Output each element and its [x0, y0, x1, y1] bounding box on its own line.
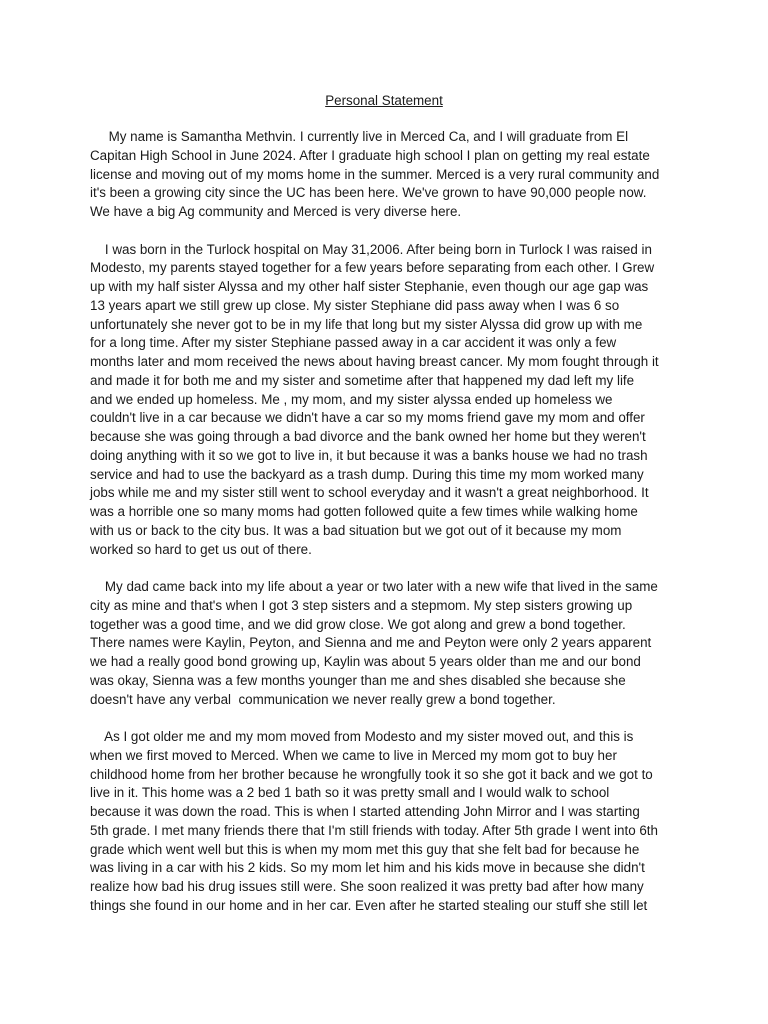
- text-line: grade which went well but this is when my mom met this guy that she felt bad for because he: [90, 841, 640, 857]
- text-line: service and had to use the backyard as a trash dump. During this time my mom worked many: [90, 466, 644, 482]
- paragraph-intro: [90, 128, 678, 222]
- text-line: together was a good time, and we did grow close. We got along and grew a bond together.: [90, 616, 626, 632]
- text-line: Modesto, my parents stayed together for a few years before separating from each other. I Grew: [90, 260, 655, 276]
- text-line: we had a really good bond growing up, Kaylin was about 5 years older than me and our bond: [90, 654, 641, 669]
- text-line: and made it for both me and my sister and sometime after that happened my dad left my life: [90, 372, 635, 388]
- text-line: My name is Samantha Methvin. I currently live in Merced Ca, and I will graduate from El: [90, 129, 629, 144]
- text-line: things she found in our home and in her car. Even after he started stealing our stuff she still let: [90, 897, 648, 913]
- text-line: couldn't live in a car because we didn't have a car so my moms friend gave my mom and offer: [90, 410, 645, 426]
- paragraph-stepfamily: [90, 578, 678, 709]
- text-line: childhood home from her brother because he wrongfully took it so she got it back and we got to: [90, 766, 653, 782]
- text-line: doesn't have any verbal communication we never really grew a bond together.: [90, 691, 556, 707]
- page-title: Personal Statement: [325, 93, 443, 108]
- text-line: jobs while me and my sister still went to school everyday and it wasn't a great neighborhood. It: [90, 485, 649, 501]
- text-line: My dad came back into my life about a year or two later with a new wife that lived in the same: [90, 579, 658, 594]
- text-line: doing anything with it so we got to live in, it but because it was a banks house we had no trash: [90, 447, 648, 463]
- text-line: 13 years apart we still grew up close. My sister Stephiane did pass away when I was 6 so: [90, 297, 620, 313]
- statement-body: [90, 128, 678, 934]
- text-line: unfortunately she never got to be in my life that long but my sister Alyssa did grow up with me: [90, 316, 643, 332]
- text-line: city as mine and that's when I got 3 step sisters and a stepmom. My step sisters growing up: [90, 597, 633, 613]
- paragraph-childhood: [90, 241, 678, 560]
- text-line: was a horrible one so many moms had gotten followed quite a few times while walking home: [90, 504, 638, 519]
- text-line: I was born in the Turlock hospital on May 31,2006. After being born in Turlock I was raised in: [90, 241, 652, 257]
- text-line: and we ended up homeless. Me , my mom, and my sister alyssa ended up homeless we: [90, 391, 613, 407]
- text-line: when we first moved to Merced. When we came to live in Merced my mom got to buy her: [90, 747, 617, 763]
- text-line: for a long time. After my sister Stephiane passed away in a car accident it was only a few: [90, 335, 617, 351]
- text-line: We have a big Ag community and Merced is very diverse here.: [90, 204, 462, 219]
- text-line: Capitan High School in June 2024. After I graduate high school I plan on getting my real estate: [90, 147, 650, 163]
- text-line: As I got older me and my mom moved from Modesto and my sister moved out, and this is: [90, 729, 634, 744]
- text-line: with us or back to the city bus. It was a bad situation but we got out of it because my mom: [90, 522, 622, 538]
- text-line: was living in a car with his 2 kids. So my mom let him and his kids move in because she didn't: [90, 860, 645, 876]
- text-line: license and moving out of my moms home in the summer. Merced is a very rural community and: [90, 166, 660, 182]
- text-line: worked so hard to get us out of there.: [90, 541, 312, 557]
- text-line: was okay, Sienna was a few months younger than me and shes disabled she because she: [90, 672, 626, 688]
- text-line: live in it. This home was a 2 bed 1 bath so it was pretty small and I would walk to school: [90, 785, 610, 801]
- text-line: 5th grade. I met many friends there that I'm still friends with today. After 5th grade I went into 6th: [90, 822, 658, 838]
- text-line: There names were Kaylin, Peyton, and Sienna and me and Peyton were only 2 years apparent: [90, 635, 652, 651]
- paragraph-merced: [90, 728, 678, 916]
- text-line: realize how bad his drug issues still were. She soon realized it was pretty bad after how many: [90, 879, 644, 894]
- text-line: because she was going through a bad divorce and the bank owned her home but they weren't: [90, 429, 646, 444]
- text-line: months later and mom received the news about having breast cancer. My mom fought through it: [90, 354, 659, 369]
- text-line: because it was down the road. This is when I started attending John Mirror and I was starting: [90, 804, 640, 819]
- text-line: it's been a growing city since the UC has been here. We've grown to have 90,000 people now.: [90, 185, 647, 201]
- text-line: up with my half sister Alyssa and my other half sister Stephanie, even though our age gap was: [90, 279, 649, 294]
